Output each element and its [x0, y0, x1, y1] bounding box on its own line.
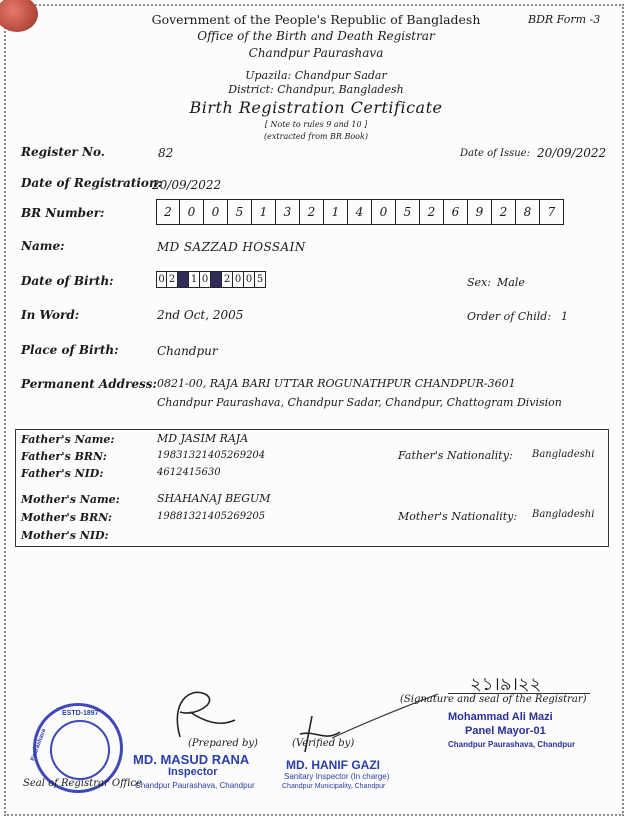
place-of-birth-label: Place of Birth: — [21, 343, 119, 357]
seal-inner-ring — [50, 720, 110, 780]
date-of-issue-value: 20/09/2022 — [537, 146, 607, 160]
in-word-value: 2nd Oct, 2005 — [157, 308, 244, 322]
address-line-1: 0821-00, RAJA BARI UTTAR ROGUNATHPUR CHANDPUR-3601 — [157, 377, 516, 390]
date-of-registration-value: 20/09/2022 — [152, 178, 222, 192]
br-digit-cell: 9 — [468, 199, 492, 225]
sex-label: Sex: — [467, 276, 491, 289]
form-number: BDR Form -3 — [528, 13, 601, 26]
prepared-by-name: MD. MASUD RANA — [133, 752, 250, 767]
br-digit-cell: 0 — [204, 199, 228, 225]
dob-digit-cell: 2 — [222, 271, 233, 288]
br-digit-cell: 5 — [396, 199, 420, 225]
father-nid-label: Father's NID: — [21, 467, 104, 480]
registrar-office: Chandpur Paurashava, Chandpur — [448, 740, 576, 749]
mother-name-value: SHAHANAJ BEGUM — [157, 492, 271, 505]
register-no-value: 82 — [158, 146, 174, 160]
date-of-issue-label: Date of Issue: — [460, 148, 530, 159]
order-of-child-label: Order of Child: — [467, 310, 552, 323]
place-of-birth-value: Chandpur — [157, 344, 218, 358]
register-no-label: Register No. — [21, 145, 105, 159]
name-label: Name: — [21, 239, 65, 253]
date-of-registration-label: Date of Registration: — [21, 176, 163, 190]
br-digit-cell: 0 — [372, 199, 396, 225]
dob-digit-cell: 0 — [244, 271, 255, 288]
certificate-title: Birth Registration Certificate — [189, 98, 443, 117]
mother-name-label: Mother's Name: — [21, 493, 120, 506]
mother-nid-label: Mother's NID: — [21, 529, 109, 542]
order-of-child-value: 1 — [561, 310, 568, 323]
registrar-title: Panel Mayor-01 — [465, 725, 546, 737]
br-digit-cell: 2 — [300, 199, 324, 225]
mother-brn-label: Mother's BRN: — [21, 511, 112, 524]
permanent-address-label: Permanent Address: — [21, 377, 157, 391]
dob-digit-cell: 0 — [156, 271, 167, 288]
registrar-caption: (Signature and seal of the Registrar) — [400, 694, 587, 705]
br-digit-cell: 5 — [228, 199, 252, 225]
date-of-birth-label: Date of Birth: — [21, 274, 114, 288]
father-nationality-label: Father's Nationality: — [398, 449, 513, 462]
br-number-boxes — [156, 199, 564, 225]
name-value: MD SAZZAD HOSSAIN — [157, 240, 306, 254]
mother-nationality-label: Mother's Nationality: — [398, 510, 518, 523]
br-digit-cell: 2 — [492, 199, 516, 225]
header-paurashava: Chandpur Paurashava — [248, 46, 384, 60]
sex-value: Male — [497, 276, 525, 289]
father-brn-label: Father's BRN: — [21, 450, 107, 463]
br-digit-cell: 3 — [276, 199, 300, 225]
prepared-by-office: Chandpur Paurashava, Chandpur — [135, 781, 255, 790]
seal-of-registrar-office-label: Seal of Registrar Office — [23, 778, 142, 789]
br-digit-cell: 0 — [180, 199, 204, 225]
header-note-rules: [ Note to rules 9 and 10 ] — [264, 120, 368, 129]
br-digit-cell: 6 — [444, 199, 468, 225]
father-name-label: Father's Name: — [21, 433, 115, 446]
br-digit-cell: 4 — [348, 199, 372, 225]
verified-by-title: Sanitary Inspector (In charge) — [284, 772, 390, 781]
br-digit-cell: 2 — [420, 199, 444, 225]
signature-stroke-icon — [330, 690, 440, 740]
father-nationality-value: Bangladeshi — [532, 449, 595, 460]
address-line-2: Chandpur Paurashava, Chandpur Sadar, Chandpur, Chattogram Division — [157, 396, 562, 409]
prepared-signature-icon — [150, 682, 240, 742]
br-digit-cell: 7 — [540, 199, 564, 225]
br-digit-cell: 8 — [516, 199, 540, 225]
header-office: Office of the Birth and Death Registrar — [197, 29, 435, 43]
br-digit-cell: 1 — [324, 199, 348, 225]
registrar-name: Mohammad Ali Mazi — [448, 711, 553, 723]
header-note-extracted: (extracted from BR Book) — [264, 132, 368, 141]
br-digit-cell: 2 — [156, 199, 180, 225]
dob-separator-cell — [211, 271, 222, 288]
date-of-birth-boxes — [156, 271, 266, 288]
seal-text-top: ESTD-1897 — [62, 710, 99, 717]
br-digit-cell: 1 — [252, 199, 276, 225]
in-word-label: In Word: — [21, 308, 80, 322]
dob-digit-cell: 5 — [255, 271, 266, 288]
dob-digit-cell: 0 — [200, 271, 211, 288]
father-brn-value: 19831321405269204 — [157, 450, 266, 461]
header-district: District: Chandpur, Bangladesh — [228, 83, 404, 96]
prepared-by-label: (Prepared by) — [188, 738, 258, 749]
dob-digit-cell: 2 — [167, 271, 178, 288]
verified-by-office: Chandpur Municipality, Chandpur — [282, 783, 386, 790]
dob-digit-cell: 1 — [189, 271, 200, 288]
dob-digit-cell: 0 — [233, 271, 244, 288]
dob-separator-cell — [178, 271, 189, 288]
verified-by-name: MD. HANIF GAZI — [286, 758, 380, 772]
mother-brn-value: 19881321405269205 — [157, 511, 266, 522]
header-government: Government of the People's Republic of Bangladesh — [151, 12, 481, 27]
father-nid-value: 4612415630 — [157, 467, 221, 478]
header-upazila: Upazila: Chandpur Sadar — [245, 69, 387, 82]
registrar-handwritten-date: ২১।৯।২২ — [470, 674, 542, 695]
father-name-value: MD JASIM RAJA — [157, 432, 249, 445]
seal-text-left: Paurashava — [30, 728, 48, 762]
mother-nationality-value: Bangladeshi — [532, 509, 595, 520]
br-number-label: BR Number: — [21, 206, 105, 220]
prepared-by-title: Inspector — [168, 766, 218, 778]
verified-by-label: (Verified by) — [292, 738, 355, 749]
